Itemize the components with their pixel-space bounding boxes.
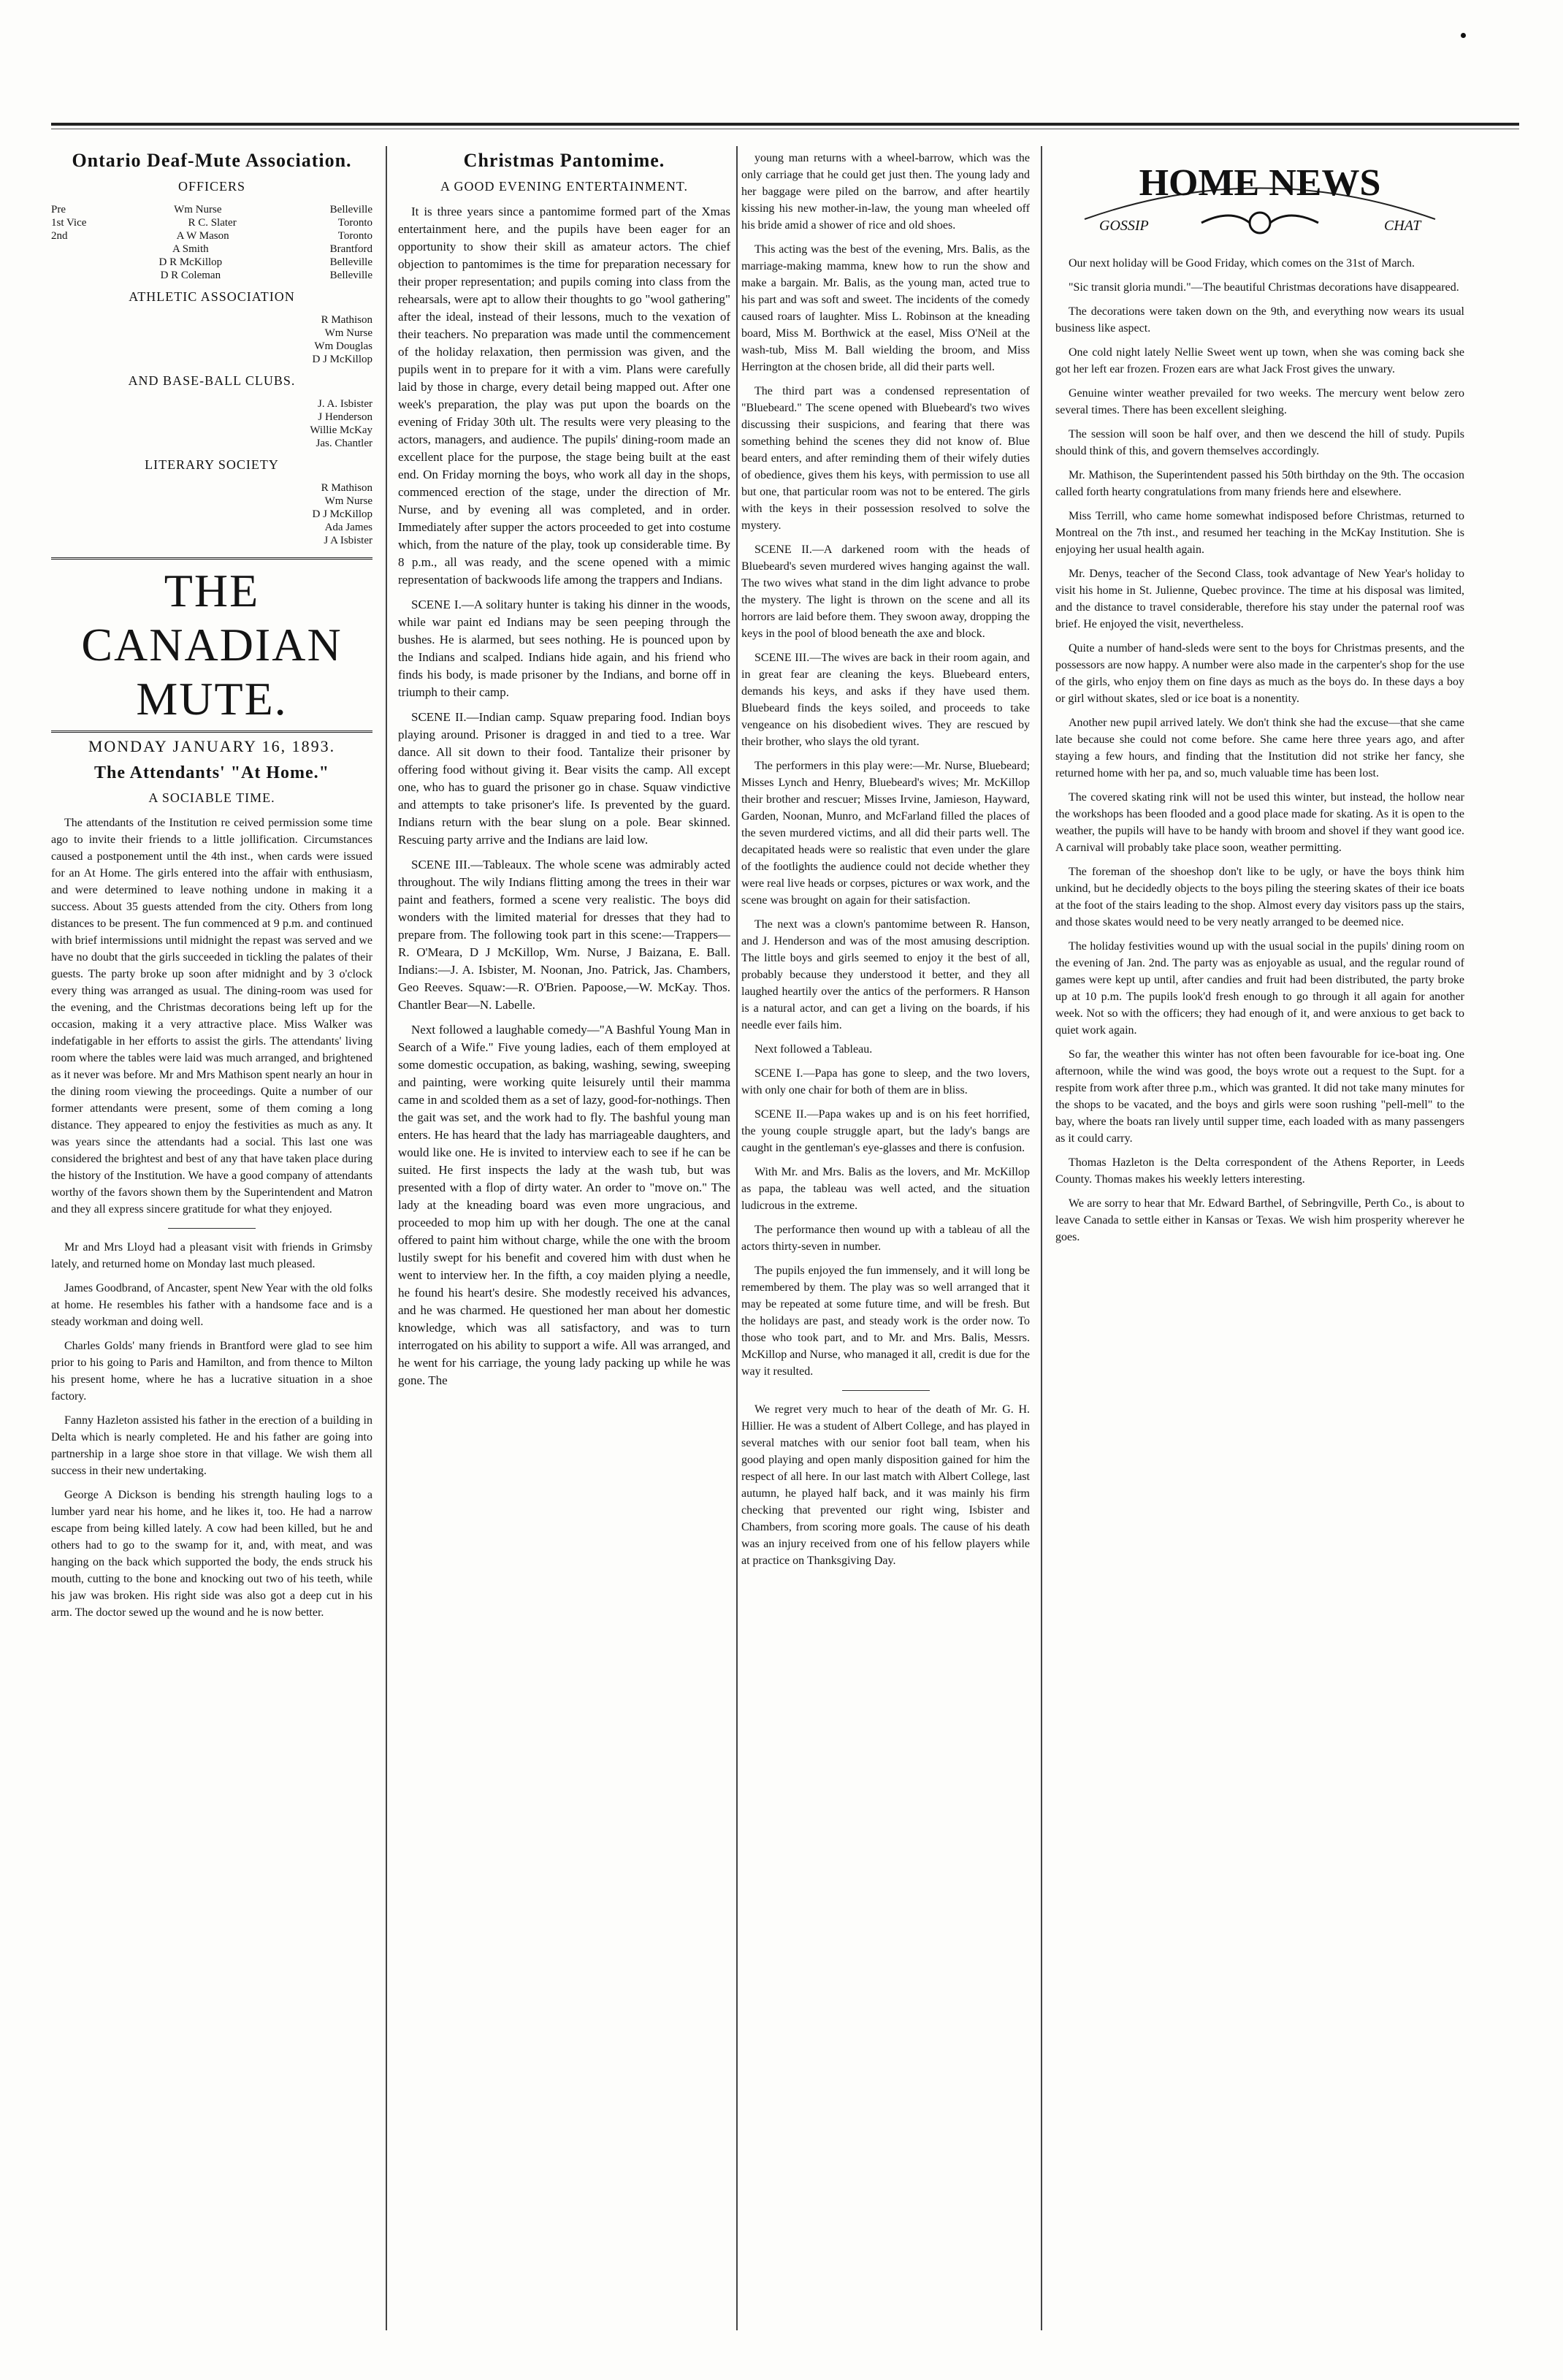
article-paragraph: The attendants of the Institution re ceived permission some time ago to invite their friends to a little jollification. Circumstances caused a postponement until the 4th inst., when cards were issued for an At Home. The girls entered into the affair with enthusiasm, and were determined to leave nothing undone in making it a success. About 35 guests attended from the city. Others from long distances to be present. The fun commenced at 9 p.m. and continued with brief intermissions until midnight the repast was served and we have no doubt that the girls succeeded in tickling the palates of their guests. The party broke up soon after midnight and by 3 o'clock every thing was arranged as usual. The dining-room was used for the evening, and the Christmas decorations being left up for the occasion, making it a very attractive place. Miss Walker was indefatigable in her efforts to assist the girls. The attendants' living room where the tables were laid was much arranged, and brightened as it never was before. Mr and Mrs Mathison spent nearly an hour in the dining room viewing the proceedings. Quite a number of our former attendants were present, some of them coming a long distance. They appeared to enjoy the festivities as much as any. It was years since the attendants had a social. This last one was considered the brightest and best of any that have taken place during the history of the Institution. We have a good company of attendants worthy of the favors shown them by the Superintendent and Matron and they all express sincere gratitude for what they enjoyed. <box>51 817 372 1216</box>
news-item: Charles Golds' many friends in Brantford were glad to see him prior to his going to Paris and Hamilton, and from thence to Milton his present home, where he has a lucrative situation in a shoe factory. <box>51 1340 372 1403</box>
masthead: THE CANADIAN MUTE. <box>51 557 372 733</box>
officers-list <box>51 203 372 282</box>
list-item: Wm Nurse <box>324 327 372 339</box>
dateline: MONDAY JANUARY 16, 1893. <box>88 737 336 755</box>
news-item: Genuine winter weather prevailed for two weeks. The mercury went below zero several times. There has been excellent sleighing. <box>1055 387 1464 416</box>
article-paragraph: This acting was the best of the evening, Mrs. Balis, as the marriage-making mamma, knew how to run the show and make a bargain. Mr. Balis, as the young man, acted true to his part and was soft and sweet. The incidents of the comedy caused roars of laughter. Miss L. Robinson at the kneading board, Miss M. Borthwick at the easel, Miss O'Neil at the wash-tub, Miss M. Ball wielding the broom, and Miss Herrington at the chosen bride, all did their parts well. <box>741 243 1030 373</box>
clubs-list <box>51 397 372 450</box>
article-subtitle: A GOOD EVENING ENTERTAINMENT. <box>440 179 689 194</box>
article-paragraph: SCENE III.—The wives are back in their room again, and in great fear are cleaning the keys. Bluebeard enters, demands his keys, and asks if they have used them. Bluebeard finds the keys soiled, and proceeds to take vengeance on his disobedient wives. They are rescued by their brother, who slays the old tyrant. <box>741 652 1030 748</box>
news-item: Quite a number of hand-sleds were sent to the boys for Christmas presents, and the possessors are now happy. A number were also made in the carpenter's shop for the use of the girls, who enjoy them on fine days as much as the boys do. In these days a boy or girl without skates, sled or ice boat is a nonentity. <box>1055 642 1464 705</box>
clubs-heading: AND BASE-BALL CLUBS. <box>128 373 296 388</box>
news-item: One cold night lately Nellie Sweet went up town, when she was coming back she got her left ear frozen. Frozen ears are what Jack Frost gives the unwary. <box>1055 346 1464 375</box>
article-subtitle: A SOCIABLE TIME. <box>148 790 275 805</box>
list-item: D R McKillop Belleville <box>158 256 372 268</box>
list-item: Willie McKay <box>310 424 372 436</box>
list-item: R Mathison <box>321 482 372 494</box>
column-rule <box>736 146 738 2330</box>
obituary-paragraph: We regret very much to hear of the death of Mr. G. H. Hillier. He was a student of Albert College, and has played in several matches with our senior foot ball team, when his good playing and open manly disposition gained for him the respect of all here. In our last match with Albert College, last autumn, he played half back, and it was mainly his firm checking that prevented our right wing, Isbister and Chambers, from scoring more goals. The cause of his death was an injury received from one of his fellow players while at practice on Thanksgiving Day. <box>741 1403 1030 1567</box>
news-item: So far, the weather this winter has not often been favourable for ice-boat ing. One afternoon, while the wind was good, the boys wrote out a request to the Supt. for a respite from work after three p.m., which was granted. It did not take many minutes for the shops to be vacated, and the boys and girls were soon rushing "pell-mell" to the bay, where the boats ran lively until supper time, each loaded with as many passengers as it could carry. <box>1055 1048 1464 1145</box>
list-item: D J McKillop <box>312 508 372 520</box>
list-item: J Henderson <box>318 411 372 423</box>
literary-list <box>51 481 372 547</box>
list-item: A Smith Brantford <box>172 243 372 255</box>
article-paragraph: The third part was a condensed representation of "Bluebeard." The scene opened with Bluebeard's two wives discussing their suspicions, and fearing that there was something behind the scenes they did not know of. Blue beard enters, and after reminding them of their wifely duties of obedience, gives them his keys, with permission to use all but one, that particular room was not to be entered. The girls with the keys in their possession resolved to solve the mystery. <box>741 385 1030 532</box>
article-paragraph: The performance then wound up with a tableau of all the actors thirty-seven in number. <box>741 1224 1030 1253</box>
literary-heading: LITERARY SOCIETY <box>145 457 279 472</box>
list-item: D J McKillop <box>312 354 372 365</box>
news-item: The holiday festivities wound up with the usual social in the pupils' dining room on the evening of Jan. 2nd. The party was as enjoyable as usual, and the regular round of games were kept up until, after candies and fruit had been distributed, the party broke up at 10 p.m. The pupils look'd fresh enough to go through it all again for another week. Not so with the officers; they had enough of it, and were anxious to get back to quiet work again. <box>1055 940 1464 1037</box>
news-item: Another new pupil arrived lately. We don't think she had the excuse—that she came late because she could not come before. She came here three years ago, and after staying a few hours, and finding that the Institution did not strike her fancy, she returned home with her pa, and so, much valuable time has been lost. <box>1055 717 1464 779</box>
news-item: "Sic transit gloria mundi."—The beautiful Christmas decorations have disappeared. <box>1069 281 1459 294</box>
column-rule <box>386 146 387 2330</box>
news-item: Our next holiday will be Good Friday, which comes on the 31st of March. <box>1069 257 1415 270</box>
association-title: Ontario Deaf-Mute Association. <box>72 150 352 171</box>
article-paragraph: The pupils enjoyed the fun immensely, and it will long be remembered by them. The play was so well arranged that it may be repeated at some future time, and will be fresh. But the holidays are past, and steady work is the order now. To those who took part, and to Mr. and Mrs. Balis, Messrs. McKillop and Nurse, who managed it all, credit is due for the way it resulted. <box>741 1265 1030 1378</box>
article-paragraph: SCENE I.—Papa has gone to sleep, and the two lovers, with only one chair for both of them are in bliss. <box>741 1067 1030 1096</box>
article-paragraph: The next was a clown's pantomime between R. Hanson, and J. Henderson and was of the most amusing description. The little boys and girls seemed to enjoy it the best of all, probably because they understood it better, and they all laughed heartily over the antics of the performers. R Hanson is a natural actor, and can get a living on the boards, if his needle ever fails him. <box>741 918 1030 1031</box>
ornament-icon <box>1201 213 1318 233</box>
news-item: Thomas Hazleton is the Delta correspondent of the Athens Reporter, in Leeds County. Thomas makes his weekly letters interesting. <box>1055 1156 1464 1186</box>
news-item: The covered skating rink will not be used this winter, but instead, the hollow near the workshops has been flooded and a good place made for skating. As it is open to the weather, the pupils will have to be handy with broom and shovel if they want good ice. A carnival will probably take place soon, weather permitting. <box>1055 791 1464 854</box>
column-3 <box>741 150 1030 2334</box>
article-paragraph: SCENE III.—Tableaux. The whole scene was admirably acted throughout. The wily Indians flitting among the trees in their war paint and feathers, formed a scene very realistic. The boys did wonders with the limited material for dresses that they had to prepare from. The following took part in this scene:—Trappers—R. O'Meara, D J McKillop, Wm. Nurse, J Baizana, E. Ball. Indians:—J. A. Isbister, M. Noonan, Jno. Patrick, Jas. Chambers, Geo Reeves. Squaw:—R. O'Brien. Papoose,—W. McKay. Thos. Chantler Bear—N. Labelle. <box>398 858 730 1012</box>
list-item: 1st Vice R C. Slater Toronto <box>51 217 372 229</box>
list-item: R Mathison <box>321 314 372 326</box>
news-item: Mr and Mrs Lloyd had a pleasant visit with friends in Grimsby lately, and returned home on Monday last much pleased. <box>51 1241 372 1270</box>
article-paragraph: young man returns with a wheel-barrow, which was the only carriage that he could get just then. The young lady and her baggage were piled on the barrow, and after heartily kissing his new mother-in-law, the young man wheeled off his bride amid a shower of rice and old shoes. <box>741 152 1030 232</box>
banner-art <box>1055 150 1464 245</box>
list-item: Wm Nurse <box>324 495 372 507</box>
news-item: The session will soon be half over, and then we descend the hill of study. Pupils should think of this, and govern themselves accordingly. <box>1055 428 1464 457</box>
news-item: Mr. Denys, teacher of the Second Class, took advantage of New Year's holiday to visit his home in St. Julienne, Quebec province. The time at his disposal was limited, and the distance to travel considerable, therefore his stay under the paternal roof was brief. He enjoyed the visit, nevertheless. <box>1055 568 1464 630</box>
article-paragraph: Next followed a laughable comedy—"A Bashful Young Man in Search of a Wife." Five young ladies, each of them employed at some domestic occupation, as baking, washing, sewing, sweeping and painting, were working quite leisurely until their mamma came in and scolded them as a set of lazy, good-for-nothings. Then the gait was set, and the work had to fly. The bashful young man enters. He has heard that the lady has marriageable daughters, and would like one. He is invited to interview each to see if he can be suited. He first inspects the lady at the wash tub, but was presented with a flop of dirty water. An order to "move on." The lady at the kneading board was even more ungracious, and proceeded to mop him up with her dough. The one at the canal offered to paint him without charge, while the one with the broom lustily swept for his benefit and covered him with dust when he went to interview her. In the fifth, a coy maiden plying a needle, he found his heart's desire. She modestly received his advances, and he was charmed. He questioned her man about her domestic knowledge, which was all satisfactory, and was to turn interrogated on his ability to support a wife. All was arranged, and he went for his carriage, the young lady packing up while he was gone. The <box>398 1023 730 1387</box>
list-item: D R Coleman Belleville <box>160 270 372 281</box>
list-item: Jas. Chantler <box>316 438 372 449</box>
news-item: The decorations were taken down on the 9th, and everything now wears its usual business like aspect. <box>1055 305 1464 335</box>
list-item: Ada James <box>324 522 372 533</box>
news-item: The foreman of the shoeshop don't like to be ugly, or have the boys think him unkind, but he decidedly objects to the boys piling the steering skates of their ice boats at the foot of the stairs leading to the shop. Almost every day visitors pass up the stairs, and those skates would need to be very neatly arranged to be deemed nice. <box>1055 866 1464 928</box>
ink-speck <box>1461 33 1466 38</box>
list-item: J A Isbister <box>324 535 372 546</box>
article-paragraph: Next followed a Tableau. <box>754 1043 873 1056</box>
news-item: Miss Terrill, who came home somewhat indisposed before Christmas, returned to Montreal on the 7th inst., and resumed her teaching in the McKay Institution. She is enjoying her usual health again. <box>1055 510 1464 556</box>
article-title: The Attendants' "At Home." <box>94 763 329 782</box>
article-paragraph: It is three years since a pantomime formed part of the Xmas entertainment here, and the pupils have been eager for an opportunity to show their skill as amateur actors. The chief objection to pantomimes is the time for preparation necessary for their proper representation; and pupils coming into class from the rehearsals, were apt to allow their thoughts to go "wool gathering" after the ideal, instead of their lessons, much to the vexation of their teachers. No preparation was made until the commencement of the holiday relaxation, then permission was given, and the pupils went in to prepare for it with a vim. Plans were carefully laid by those in charge, every detail being mapped out. After one week's preparation, the play was put upon the boards on the evening of Friday 30th ult. The results were very pleasing to the actors, managers, and audience. The pupils' dining-room made an excellent place for the purpose, the stage being built at the east end. On Friday morning the boys, who work all day in the shops, commenced erection of the stage, under the direction of Mr. Nurse, and by evening all was completed, and in order. Immediately after supper the actors proceeded to get into costume which, from the nature of the play, took up considerable time. By 8 p.m., all was ready, and the scene opened with a mimic representation of backwoods life among the trappers and Indians. <box>398 205 730 587</box>
column-4 <box>1055 150 1464 2334</box>
banner-title: HOME NEWS <box>1139 162 1381 204</box>
article-paragraph: The performers in this play were:—Mr. Nurse, Bluebeard; Misses Lynch and Henry, Bluebeard's wives; Mr. McKillop their brother and rescuer; Misses Irvine, Jamieson, Hayward, Garden, Noonan, Munro, and McFarland filled the places of the seven murdered victims, and all did their parts well. The decapitated heads were so realistic that even under the glare of the footlights the audience could not decide whether they were real live heads or corpses, pictures or wax work, and the scene was brought on again for their satisfaction. <box>741 760 1030 907</box>
column-1 <box>51 150 372 2334</box>
article-paragraph: SCENE II.—A darkened room with the heads of Bluebeard's seven murdered wives hanging against the wall. The two wives what stand in the dim light advance to probe the mystery. The light is thrown on the scene and all its horrors are laid before them. They swoon away, dropping the keys in the pool of blood beneath the axe and block. <box>741 543 1030 640</box>
news-item: Mr. Mathison, the Superintendent passed his 50th birthday on the 9th. The occasion called forth hearty congratulations from many friends here and elsewhere. <box>1055 469 1464 498</box>
banner-right: CHAT <box>1384 218 1421 234</box>
list-item: Wm Douglas <box>314 340 372 352</box>
column-rule <box>1041 146 1042 2330</box>
separator <box>168 1228 256 1229</box>
top-rule <box>51 123 1519 126</box>
list-item: J. A. Isbister <box>318 398 372 410</box>
news-item: We are sorry to hear that Mr. Edward Barthel, of Sebringville, Perth Co., is about to leave Canada to settle either in Kansas or Texas. We wish him prosperity wherever he goes. <box>1055 1197 1464 1243</box>
article-paragraph: SCENE I.—A solitary hunter is taking his dinner in the woods, while war paint ed Indians may be seen peeping through the bushes. He is alarmed, but sees nothing. He is pounced upon by the Indians and scalped. Indians hide again, and his friend who finds his body, is made prisoner by the Indians, and borne off in triumph to their camp. <box>398 598 730 699</box>
article-paragraph: SCENE II.—Papa wakes up and is on his feet horrified, the young couple struggle apart, but the lady's bangs are caught in the gentleman's eye-glasses and there is confusion. <box>741 1108 1030 1154</box>
article-title: Christmas Pantomime. <box>463 150 665 171</box>
home-news-banner <box>1055 150 1464 245</box>
column-2 <box>398 150 730 2334</box>
article-paragraph: SCENE II.—Indian camp. Squaw preparing food. Indian boys playing around. Prisoner is dragged in and tied to a tree. War dance. All sit down to their food. Tantalize their prisoner by offering food without giving it. Bear visits the camp. All except one, who has to guard the prisoner go in chase. Squaw vindictive and attempts to take prisoner's life. Is prevented by the guard. Indians return with the bear slung on a pole. Bear skinned. Rescuing party arrive and the Indians are laid low. <box>398 710 730 847</box>
article-paragraph: With Mr. and Mrs. Balis as the lovers, and Mr. McKillop as papa, the tableau was well acted, and the situation ludicrous in the extreme. <box>741 1166 1030 1212</box>
news-item: Fanny Hazleton assisted his father in the erection of a building in Delta which is nearly completed. He and his father are going into partnership in a large shoe store in that village. We wish them all success in their new undertaking. <box>51 1414 372 1477</box>
news-item: James Goodbrand, of Ancaster, spent New Year with the old folks at home. He resembles his father with a handsome face and is a steady workman and doing well. <box>51 1282 372 1328</box>
list-item: Pre Wm Nurse Belleville <box>51 204 372 216</box>
list-item: 2nd A W Mason Toronto <box>51 230 372 242</box>
officers-heading: OFFICERS <box>177 179 246 194</box>
banner-left: GOSSIP <box>1099 218 1149 234</box>
news-item: George A Dickson is bending his strength hauling logs to a lumber yard near his home, and he likes it, too. He had a narrow escape from being killed lately. A cow had been killed, but he and others had to go to the swamp for it, and, with meat, and was hanging on the back which supported the body, the ends struck his mouth, cutting to the bone and knocking out two of his teeth, while his jaw was broken. His right side was also got a deep cut in his arm. The doctor sewed up the wound and he is now better. <box>51 1489 372 1619</box>
separator <box>842 1390 930 1391</box>
athletic-list <box>51 313 372 366</box>
athletic-heading: ATHLETIC ASSOCIATION <box>129 289 295 304</box>
